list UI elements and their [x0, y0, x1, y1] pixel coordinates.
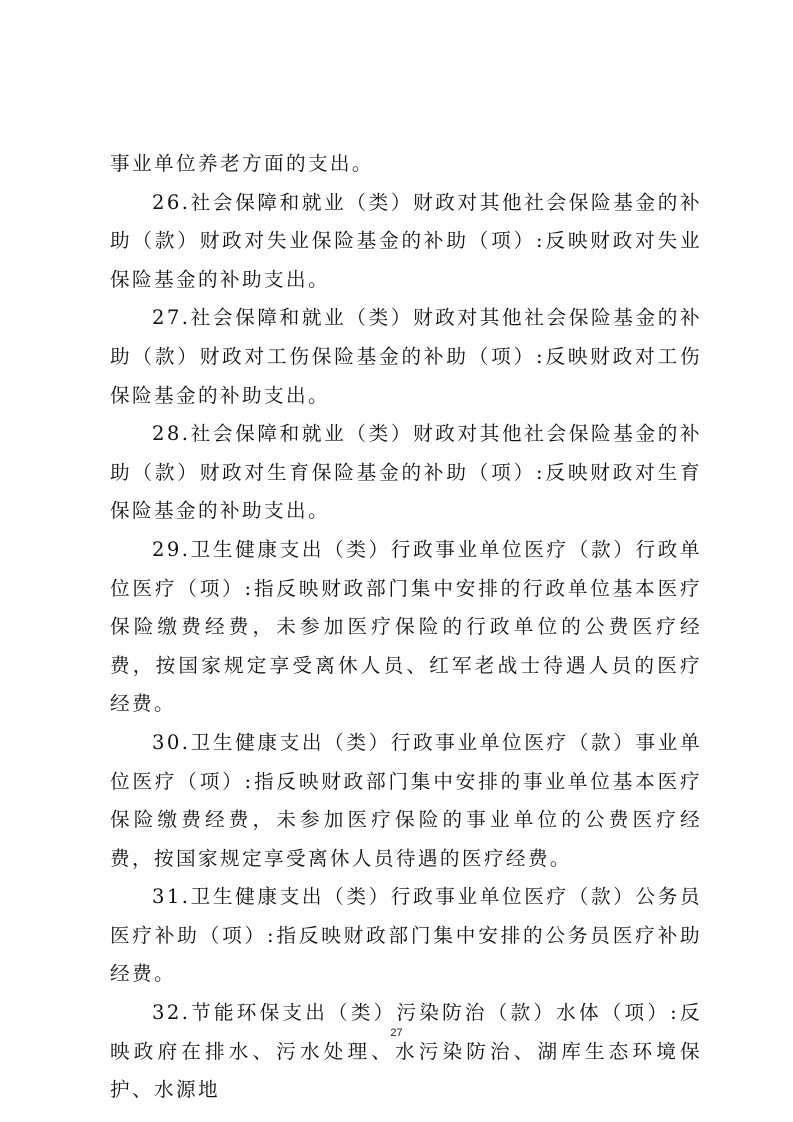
body-text: [110, 145, 702, 1110]
paragraph-item-32: 32.节能环保支出（类）污染防治（款）水体（项）:反映政府在排水、污水处理、水污染防治、湖库生态环境保护、水源地: [110, 1001, 702, 1102]
paragraph-item-30: 30.卫生健康支出（类）行政事业单位医疗（款）事业单位医疗（项）:指反映财政部门集中安排的事业单位基本医疗保险缴费经费，未参加医疗保险的事业单位的公费医疗经费，按国家规定享受离休人员待遇的医疗经费。: [110, 730, 702, 870]
paragraph-item-29: 29.卫生健康支出（类）行政事业单位医疗（款）行政单位医疗（项）:指反映财政部门集中安排的行政单位基本医疗保险缴费经费，未参加医疗保险的行政单位的公费医疗经费，按国家规定享受离休人员、红军老战士待遇人员的医疗经费。: [110, 537, 702, 716]
page-number: 27: [390, 1027, 403, 1039]
paragraph-continuation: 事业单位养老方面的支出。: [110, 152, 374, 175]
paragraph-item-31: 31.卫生健康支出（类）行政事业单位医疗（款）公务员医疗补助（项）:指反映财政部门集中安排的公务员医疗补助经费。: [110, 885, 702, 986]
paragraph-item-26: 26.社会保障和就业（类）财政对其他社会保险基金的补助（款）财政对失业保险基金的补助（项）:反映财政对失业保险基金的补助支出。: [110, 190, 702, 291]
paragraph-item-28: 28.社会保障和就业（类）财政对其他社会保险基金的补助（款）财政对生育保险基金的补助（项）:反映财政对生育保险基金的补助支出。: [110, 422, 702, 523]
paragraph-item-27: 27.社会保障和就业（类）财政对其他社会保险基金的补助（款）财政对工伤保险基金的补助（项）:反映财政对工伤保险基金的补助支出。: [110, 306, 702, 407]
